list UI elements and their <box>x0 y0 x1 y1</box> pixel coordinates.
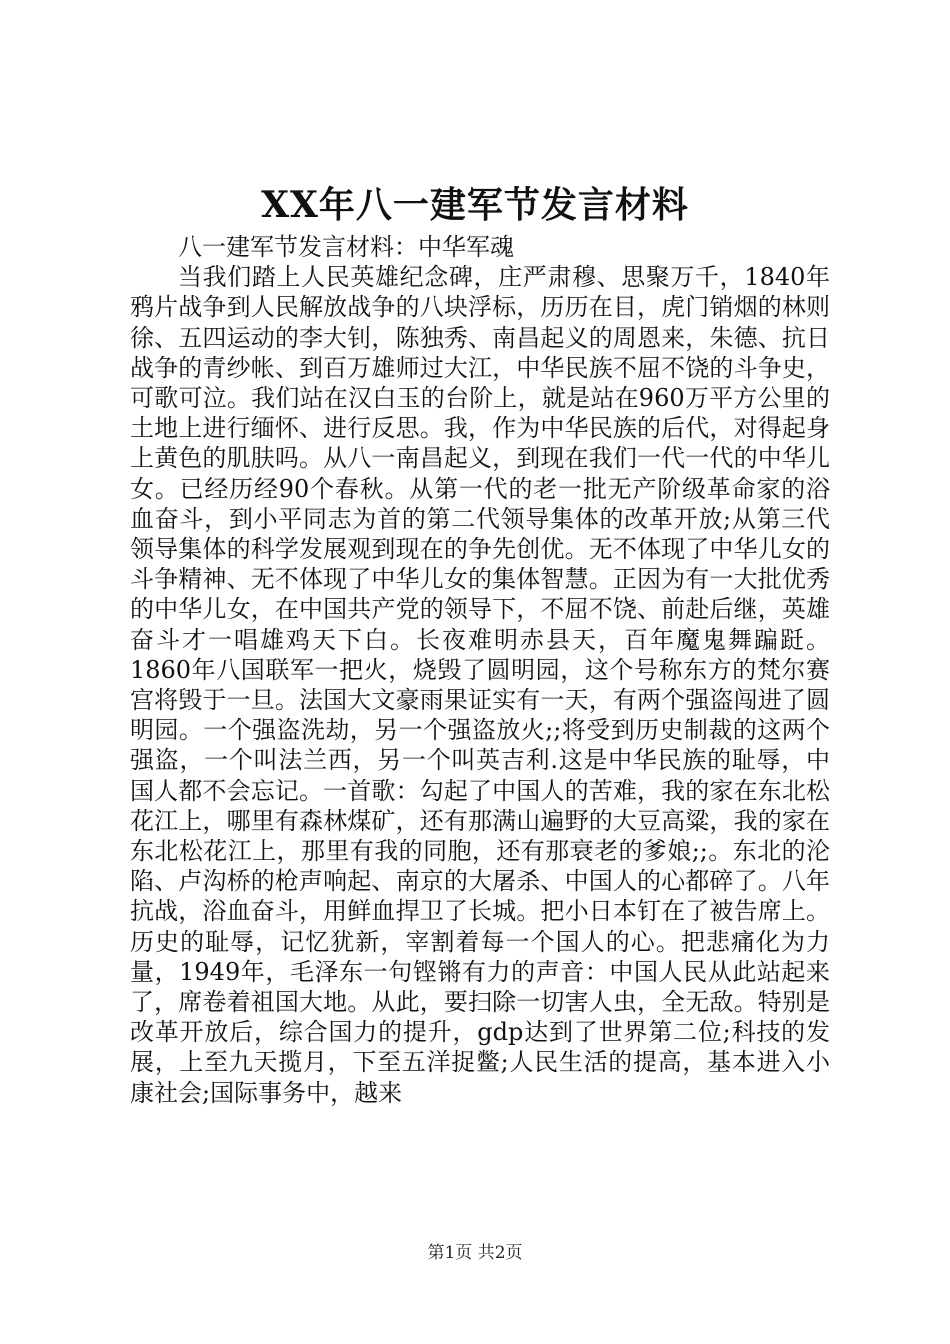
document-subtitle: 八一建军节发言材料：中华军魂 <box>178 233 514 261</box>
document-body <box>130 232 830 1108</box>
body-paragraph: 当我们踏上人民英雄纪念碑，庄严肃穆、思聚万千，1840年鸦片战争到人民解放战争的八块浮标，历历在目，虎门销烟的林则徐、五四运动的李大钊，陈独秀、南昌起义的周恩来，朱德、抗日战争的青纱帐、到百万雄师过大江，中华民族不屈不饶的斗争史，可歌可泣。我们站在汉白玉的台阶上，就是站在960万平方公里的土地上进行缅怀、进行反思。我，作为中华民族的后代，对得起身上黄色的肌肤吗。从八一南昌起义，到现在我们一代一代的中华儿女。已经历经90个春秋。从第一代的老一批无产阶级革命家的浴血奋斗，到小平同志为首的第二代领导集体的改革开放;从第三代领导集体的科学发展观到现在的争先创优。无不体现了中华儿女的斗争精神、无不体现了中华儿女的集体智慧。正因为有一大批优秀的中华儿女，在中国共产党的领导下，不屈不饶、前赴后继，英雄奋斗才一唱雄鸡天下白。长夜难明赤县天，百年魔鬼舞蹁跹。1860年八国联军一把火，烧毁了圆明园，这个号称东方的梵尔赛宫将毁于一旦。法国大文豪雨果证实有一天，有两个强盗闯进了圆明园。一个强盗洗劫，另一个强盗放火;;将受到历史制裁的这两个强盗，一个叫法兰西，另一个叫英吉利.这是中华民族的耻辱，中国人都不会忘记。一首歌：勾起了中国人的苦难，我的家在东北松花江上，哪里有森林煤矿，还有那满山遍野的大豆高粱，我的家在东北松花江上，那里有我的同胞，还有那衰老的爹娘;;。东北的沦陷、卢沟桥的枪声响起、南京的大屠杀、中国人的心都碎了。八年抗战，浴血奋斗，用鲜血捍卫了长城。把小日本钉在了被告席上。历史的耻辱，记忆犹新，宰割着每一个国人的心。把悲痛化为力量，1949年，毛泽东一句铿锵有力的声音：中国人民从此站起来了，席卷着祖国大地。从此，要扫除一切害人虫，全无敌。特别是改革开放后，综合国力的提升，gdp达到了世界第二位;科技的发展，上至九天揽月，下至五洋捉鳖;人民生活的提高，基本进入小康社会;国际事务中，越来 <box>130 263 830 1107</box>
page-number-footer: 第1页 共2页 <box>427 1243 523 1263</box>
document-title: XX年八一建军节发言材料 <box>261 184 689 226</box>
